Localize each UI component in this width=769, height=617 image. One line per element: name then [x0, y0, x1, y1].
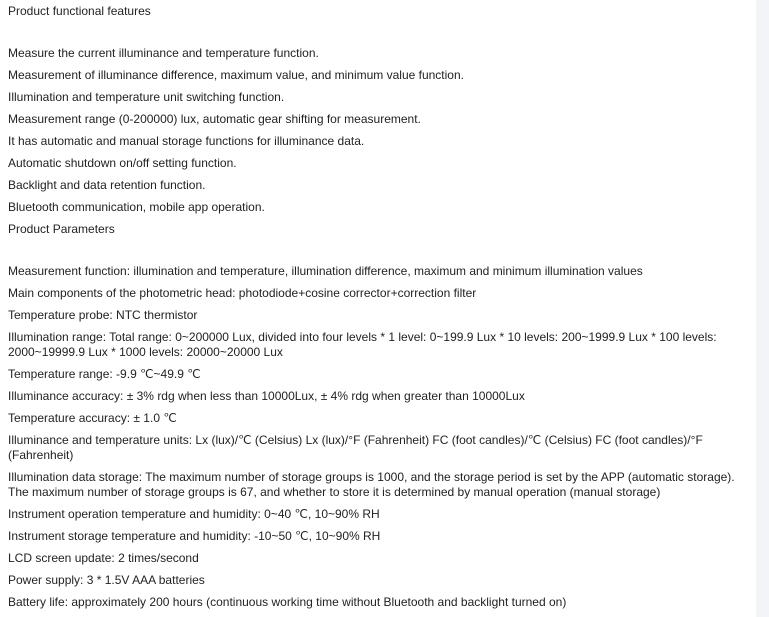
parameter-item: Temperature probe: NTC thermistor — [8, 308, 198, 322]
parameter-item: LCD screen update: 2 times/second — [8, 551, 199, 565]
parameter-item: Main components of the photometric head: photodiode+cosine corrector+correction filter — [8, 286, 477, 300]
feature-item: Measure the current illuminance and temperature function. — [8, 46, 319, 60]
feature-item: Backlight and data retention function. — [8, 178, 206, 192]
parameter-item: Illumination data storage: The maximum number of storage groups is 1000, and the storage period is set by the APP (automatic storage). The maximum number of storage groups is 67, and whether to store it is determined by manual operation (manual storage) — [8, 470, 735, 499]
parameter-item: Measurement function: illumination and temperature, illumination difference, maximum and minimum illumination values — [8, 264, 643, 278]
scrollbar-track[interactable] — [756, 0, 769, 617]
document-body — [8, 4, 748, 610]
parameter-item: Temperature range: -9.9 ℃~49.9 ℃ — [8, 367, 201, 381]
parameter-item: Illuminance and temperature units: Lx (lux)/℃ (Celsius) Lx (lux)/°F (Fahrenheit) FC (foot candles)/℃ (Celsius) FC (foot candles)/°F (Fahrenheit) — [8, 433, 703, 462]
parameters-title: Product Parameters — [8, 222, 115, 236]
feature-item: Illumination and temperature unit switching function. — [8, 90, 285, 104]
feature-item: Bluetooth communication, mobile app operation. — [8, 200, 265, 214]
parameter-item: Temperature accuracy: ± 1.0 ℃ — [8, 411, 177, 425]
parameter-item: Power supply: 3 * 1.5V AAA batteries — [8, 573, 205, 587]
parameter-item: Instrument operation temperature and humidity: 0~40 ℃, 10~90% RH — [8, 507, 380, 521]
parameter-item: Instrument storage temperature and humidity: -10~50 ℃, 10~90% RH — [8, 529, 381, 543]
features-title: Product functional features — [8, 4, 151, 18]
parameter-item: Illuminance accuracy: ± 3% rdg when less than 10000Lux, ± 4% rdg when greater than 10000Lux — [8, 389, 525, 403]
parameter-item: Battery life: approximately 200 hours (continuous working time without Bluetooth and backlight turned on) — [8, 595, 567, 609]
feature-item: It has automatic and manual storage functions for illuminance data. — [8, 134, 365, 148]
feature-item: Measurement range (0-200000) lux, automatic gear shifting for measurement. — [8, 112, 421, 126]
feature-item: Measurement of illuminance difference, maximum value, and minimum value function. — [8, 68, 464, 82]
feature-item: Automatic shutdown on/off setting function. — [8, 156, 237, 170]
parameter-item: Illumination range: Total range: 0~200000 Lux, divided into four levels * 1 level: 0~199.9 Lux * 10 levels: 200~1999.9 Lux * 100 levels: 2000~19999.9 Lux * 1000 levels: 20000~20000 Lux — [8, 330, 717, 359]
